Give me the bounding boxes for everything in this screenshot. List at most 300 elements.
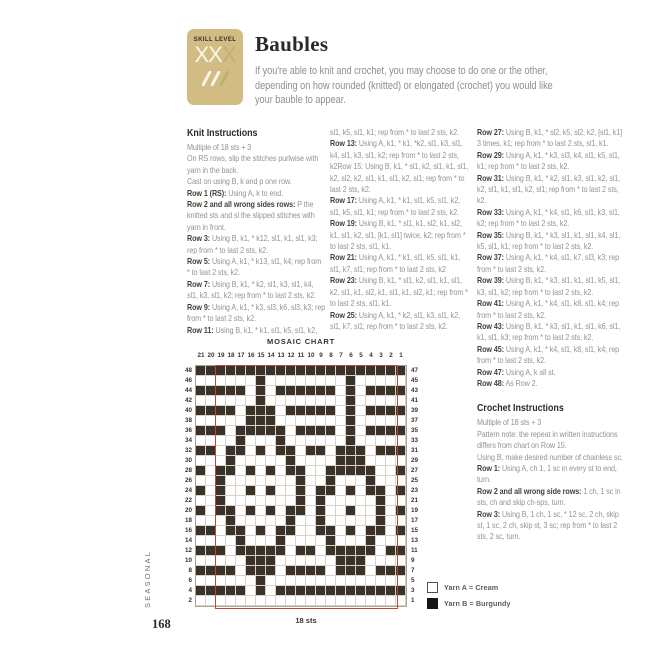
chart-cell xyxy=(236,396,246,406)
chart-cell xyxy=(206,576,216,586)
chart-cell xyxy=(396,576,406,586)
chart-cell xyxy=(196,566,206,576)
chart-cell xyxy=(386,576,396,586)
chart-cell xyxy=(286,396,296,406)
chart-cell xyxy=(236,596,246,606)
chart-cell xyxy=(336,376,346,386)
chart-cell xyxy=(366,586,376,596)
chart-cell xyxy=(326,526,336,536)
chart-cell xyxy=(316,416,326,426)
chart-row-number: 2 xyxy=(188,597,192,604)
chart-row xyxy=(196,466,406,476)
row-label: Row 3: xyxy=(477,508,501,519)
chart-row xyxy=(196,426,406,436)
chart-cell xyxy=(366,406,376,416)
chart-cell xyxy=(196,476,206,486)
chart-cell xyxy=(246,426,256,436)
skill-level-badge xyxy=(187,29,243,105)
chart-legend xyxy=(427,582,511,614)
chart-cell xyxy=(216,486,226,496)
chart-row-number: 13 xyxy=(411,537,419,544)
chart-column-number: 2 xyxy=(389,352,393,359)
yarn-a-swatch-icon xyxy=(427,582,438,593)
chart-cell xyxy=(226,516,236,526)
chart-cell xyxy=(276,416,286,426)
chart-cell xyxy=(226,436,236,446)
chart-cell xyxy=(356,526,366,536)
chart-cell xyxy=(366,566,376,576)
chart-cell xyxy=(266,406,276,416)
chart-cell xyxy=(236,586,246,596)
skill-level-label: SKILL LEVEL xyxy=(193,37,237,43)
chart-cell xyxy=(296,466,306,476)
chart-cell xyxy=(276,406,286,416)
chart-cell xyxy=(366,416,376,426)
chart-cell xyxy=(206,436,216,446)
chart-cell xyxy=(356,586,366,596)
chart-row xyxy=(196,476,406,486)
chart-column-number: 19 xyxy=(217,352,225,359)
chart-cell xyxy=(306,376,316,386)
chart-cell xyxy=(316,406,326,416)
chart-cell xyxy=(276,396,286,406)
chart-cell xyxy=(276,536,286,546)
knit-instructions-column-2 xyxy=(330,127,469,332)
chart-cell xyxy=(266,416,276,426)
chart-cell xyxy=(206,366,216,376)
chart-cell xyxy=(256,556,266,566)
chart-row-number: 23 xyxy=(411,487,419,494)
chart-cell xyxy=(236,366,246,376)
chart-cell xyxy=(196,506,206,516)
chart-cell xyxy=(256,506,266,516)
instruction-line: Row 37: Using A, k1, * k4, sl1, k7, sl3, k3; rep from * to last 2 sts, k2. xyxy=(477,252,620,274)
chart-cell xyxy=(276,506,286,516)
chart-cell xyxy=(256,446,266,456)
chart-column-number: 5 xyxy=(359,352,363,359)
row-label: Row 29: xyxy=(477,149,504,160)
chart-cell xyxy=(346,536,356,546)
chart-cell xyxy=(196,456,206,466)
chart-cell xyxy=(216,446,226,456)
chart-cell xyxy=(256,526,266,536)
chart-cell xyxy=(336,366,346,376)
chart-cell xyxy=(276,596,286,606)
chart-row-number: 7 xyxy=(411,567,415,574)
chart-row-number: 41 xyxy=(411,397,419,404)
chart-cell xyxy=(346,546,356,556)
chart-cell xyxy=(226,536,236,546)
chart-cell xyxy=(296,546,306,556)
chart-cell xyxy=(266,526,276,536)
instruction-line: Row 13: Using A, k1, * k1, *k2, sl1, k3, sl1, k4, sl1, k3, sl1, k2; rep from * to last 2 sts, k2Row 15: Using B, k1, * sl1, k2, sl1, k1, sl1, k2, sl2, k2, sl1, k1, sl1, k2, sl1; rep from * to last 2 sts, k2. xyxy=(330,138,469,195)
chart-cell xyxy=(316,596,326,606)
row-label: Row 17: xyxy=(330,195,357,206)
chart-cell xyxy=(336,576,346,586)
chart-cell xyxy=(286,566,296,576)
chart-cell xyxy=(206,386,216,396)
chart-cell xyxy=(266,366,276,376)
row-label: Row 11: xyxy=(187,324,214,335)
legend-row-yarn-a xyxy=(427,582,511,593)
chart-cell xyxy=(386,506,396,516)
chart-row-number: 29 xyxy=(411,457,419,464)
chart-cell xyxy=(246,546,256,556)
chart-cell xyxy=(316,366,326,376)
chart-cell xyxy=(356,476,366,486)
chart-cell xyxy=(306,436,316,446)
chart-cell xyxy=(206,506,216,516)
chart-column-number: 7 xyxy=(339,352,343,359)
chart-cell xyxy=(346,576,356,586)
chart-row-number: 22 xyxy=(184,497,192,504)
chart-cell xyxy=(236,566,246,576)
chart-row-number: 8 xyxy=(188,567,192,574)
chart-cell xyxy=(206,446,216,456)
chart-cell xyxy=(196,516,206,526)
instruction-line: Using B, make desired number of chainless sc. xyxy=(477,451,623,462)
chart-cell xyxy=(396,426,406,436)
instruction-line: Row 27: Using B, k1, * sl2, k5, sl2, k2, [sl1, k1] 3 times, k1; rep from * to last 2 sts, sl1, k1. xyxy=(477,127,623,149)
chart-cell xyxy=(386,546,396,556)
chart-row-number: 35 xyxy=(411,427,419,434)
chart-cell xyxy=(226,586,236,596)
chart-cell xyxy=(276,546,286,556)
chart-cell xyxy=(216,506,226,516)
chart-cell xyxy=(386,366,396,376)
chart-cell xyxy=(316,506,326,516)
chart-cell xyxy=(326,426,336,436)
chart-cell xyxy=(366,516,376,526)
row-label: Row 2 and all wrong side rows: xyxy=(477,485,582,496)
row-label: Row 21: xyxy=(330,252,357,263)
chart-cell xyxy=(296,386,306,396)
chart-cell xyxy=(296,426,306,436)
chart-row xyxy=(196,556,406,566)
chart-cell xyxy=(356,496,366,506)
chart-cell xyxy=(306,446,316,456)
chart-row xyxy=(196,416,406,426)
chart-cell xyxy=(316,486,326,496)
chart-cell xyxy=(376,566,386,576)
row-label: Row 45: xyxy=(477,343,504,354)
chart-cell xyxy=(376,586,386,596)
instruction-line: Row 29: Using A, k1, * k3, sl3, k4, sl1, k5, sl1, k1; rep from * to last 2 sts, k2. xyxy=(477,149,620,172)
chart-cell xyxy=(226,386,236,396)
chart-cell xyxy=(306,576,316,586)
chart-cell xyxy=(356,596,366,606)
chart-cell xyxy=(236,496,246,506)
chart-cell xyxy=(226,376,236,386)
chart-cell xyxy=(336,466,346,476)
chart-cell xyxy=(226,406,236,416)
chart-cell xyxy=(256,486,266,496)
chart-cell xyxy=(396,386,406,396)
chart-cell xyxy=(296,496,306,506)
chart-column-number: 10 xyxy=(307,352,315,359)
chart-cell xyxy=(206,406,216,416)
instruction-line: Row 45: Using A, k1, * k4, sl1, k8, sl1, k4; rep from * to last 2 sts, k2. xyxy=(477,343,620,366)
chart-row xyxy=(196,566,406,576)
chart-cell xyxy=(356,376,366,386)
chart-cell xyxy=(216,586,226,596)
chart-cell xyxy=(396,446,406,456)
chart-cell xyxy=(346,386,356,396)
chart-cell xyxy=(356,426,366,436)
chart-cell xyxy=(346,436,356,446)
chart-row xyxy=(196,456,406,466)
chart-cell xyxy=(366,426,376,436)
chart-cell xyxy=(346,516,356,526)
chart-row-number: 21 xyxy=(411,497,419,504)
chart-cell xyxy=(226,566,236,576)
chart-left-row-numbers xyxy=(170,366,192,606)
chart-cell xyxy=(266,386,276,396)
chart-cell xyxy=(256,456,266,466)
instruction-line: Row 41: Using A, k1, * k4, sl1, k8, sl1, k4; rep from * to last 2 sts, k2. xyxy=(477,298,620,320)
chart-cell xyxy=(246,436,256,446)
chart-cell xyxy=(336,456,346,466)
chart-cell xyxy=(276,476,286,486)
chart-cell xyxy=(206,526,216,536)
chart-cell xyxy=(266,516,276,526)
chart-cell xyxy=(306,596,316,606)
chart-cell xyxy=(206,476,216,486)
chart-cell xyxy=(366,456,376,466)
chart-column-number: 15 xyxy=(257,352,265,359)
chart-cell xyxy=(256,496,266,506)
chart-row-number: 15 xyxy=(411,527,419,534)
chart-cell xyxy=(196,586,206,596)
chart-cell xyxy=(326,366,336,376)
chart-column-number: 9 xyxy=(319,352,323,359)
repeat-width-label: 18 sts xyxy=(295,616,317,625)
chart-cell xyxy=(276,526,286,536)
chart-cell xyxy=(246,446,256,456)
row-label: Row 37: xyxy=(477,252,504,263)
chart-cell xyxy=(376,476,386,486)
chart-cell xyxy=(346,566,356,576)
chart-cell xyxy=(256,396,266,406)
chart-cell xyxy=(266,536,276,546)
chart-cell xyxy=(386,446,396,456)
chart-row xyxy=(196,546,406,556)
chart-cell xyxy=(246,536,256,546)
chart-row-number: 18 xyxy=(184,517,192,524)
chart-cell xyxy=(326,486,336,496)
instruction-line: Cast on using B, k and p one row. xyxy=(187,176,292,187)
chart-cell xyxy=(196,396,206,406)
instruction-line: Row 2 and all wrong side rows: 1 ch, 1 sc in sts, ch and skip ch-sps, turn. xyxy=(477,485,621,508)
chart-cell xyxy=(296,406,306,416)
chart-cell xyxy=(326,536,336,546)
row-label: Row 1: xyxy=(477,462,501,473)
chart-cell xyxy=(316,556,326,566)
chart-cell xyxy=(366,506,376,516)
chart-row xyxy=(196,516,406,526)
chart-cell xyxy=(216,576,226,586)
chart-row-number: 3 xyxy=(411,587,415,594)
row-label: Row 25: xyxy=(330,309,357,320)
chart-cell xyxy=(196,386,206,396)
chart-cell xyxy=(246,406,256,416)
row-label: Row 7: xyxy=(187,278,211,289)
chart-row-number: 34 xyxy=(184,437,192,444)
chart-cell xyxy=(316,586,326,596)
instruction-line: Row 25: Using A, k1, * k2, sl1, k3, sl1, k2, sl1, k7, sl1; rep from * to last 2 sts, k2. xyxy=(330,309,461,331)
chart-cell xyxy=(316,446,326,456)
chart-cell xyxy=(216,546,226,556)
crochet-instructions-list xyxy=(477,417,623,542)
chart-cell xyxy=(236,546,246,556)
chart-cell xyxy=(366,496,376,506)
chart-cell xyxy=(246,386,256,396)
chart-cell xyxy=(216,596,226,606)
row-label: Row 19: xyxy=(330,218,357,229)
chart-cell xyxy=(366,576,376,586)
chart-cell xyxy=(216,426,226,436)
chart-cell xyxy=(296,456,306,466)
chart-cell xyxy=(336,586,346,596)
chart-cell xyxy=(326,566,336,576)
row-label: Row 41: xyxy=(477,298,504,309)
chart-cell xyxy=(296,396,306,406)
chart-cell xyxy=(206,516,216,526)
chart-cell xyxy=(326,576,336,586)
chart-row-number: 25 xyxy=(411,477,419,484)
chart-cell xyxy=(286,586,296,596)
mosaic-grid xyxy=(195,365,407,607)
chart-cell xyxy=(306,406,316,416)
chart-cell xyxy=(306,466,316,476)
chart-cell xyxy=(356,546,366,556)
chart-cell xyxy=(306,526,316,536)
chart-row xyxy=(196,586,406,596)
chart-column-numbers xyxy=(196,352,406,359)
chart-cell xyxy=(246,476,256,486)
chart-cell xyxy=(206,456,216,466)
chart-cell xyxy=(266,436,276,446)
row-label: Row 39: xyxy=(477,275,504,286)
chart-cell xyxy=(386,386,396,396)
chart-column-number: 18 xyxy=(227,352,235,359)
chart-cell xyxy=(306,386,316,396)
chart-row-number: 5 xyxy=(411,577,415,584)
chart-cell xyxy=(396,456,406,466)
chart-cell xyxy=(196,526,206,536)
chart-cell xyxy=(206,466,216,476)
instruction-line: Row 19: Using B, k1, * sl1, k1, sl2, k1, sl2, k1, sl1, k2, sl1, [k1, sl1] twice, k2; rep from * to last 2 sts, sl1, k1. xyxy=(330,218,466,252)
yarn-a-label: Yarn A = Cream xyxy=(444,583,499,592)
chart-cell xyxy=(346,446,356,456)
chart-column-number: 17 xyxy=(237,352,245,359)
chart-cell xyxy=(356,436,366,446)
chart-cell xyxy=(276,566,286,576)
chart-cell xyxy=(386,396,396,406)
chart-cell xyxy=(296,486,306,496)
chart-cell xyxy=(306,486,316,496)
chart-cell xyxy=(246,526,256,536)
skill-level-slash-icons xyxy=(187,70,243,87)
instruction-line: On RS rows, slip the stitches purlwise with yarn in the back. xyxy=(187,153,319,175)
chart-cell xyxy=(356,386,366,396)
chart-cell xyxy=(356,536,366,546)
chart-cell xyxy=(286,546,296,556)
chart-cell xyxy=(316,546,326,556)
chart-cell xyxy=(216,536,226,546)
chart-cell xyxy=(356,406,366,416)
chart-cell xyxy=(386,466,396,476)
chart-cell xyxy=(366,366,376,376)
chart-cell xyxy=(216,376,226,386)
row-label: Row 43: xyxy=(477,320,504,331)
row-label: Row 9: xyxy=(187,301,211,312)
chart-cell xyxy=(246,596,256,606)
chart-cell xyxy=(376,406,386,416)
chart-cell xyxy=(256,586,266,596)
chart-row-number: 44 xyxy=(184,387,192,394)
chart-cell xyxy=(346,506,356,516)
chart-cell xyxy=(266,476,276,486)
chart-row xyxy=(196,536,406,546)
chart-row xyxy=(196,486,406,496)
chart-cell xyxy=(226,396,236,406)
chart-cell xyxy=(356,486,366,496)
row-label: Row 23: xyxy=(330,275,357,286)
chart-cell xyxy=(236,506,246,516)
chart-cell xyxy=(196,446,206,456)
chart-row-number: 20 xyxy=(184,507,192,514)
chart-column-number: 12 xyxy=(287,352,295,359)
chart-cell xyxy=(336,486,346,496)
chart-cell xyxy=(386,526,396,536)
chart-cell xyxy=(256,436,266,446)
yarn-b-label: Yarn B = Burgundy xyxy=(444,599,511,608)
chart-cell xyxy=(236,536,246,546)
chart-cell xyxy=(316,426,326,436)
chart-cell xyxy=(296,556,306,566)
chart-column-number: 1 xyxy=(399,352,403,359)
chart-cell xyxy=(316,526,326,536)
chart-cell xyxy=(296,526,306,536)
chart-cell xyxy=(206,486,216,496)
chart-right-row-numbers xyxy=(411,366,433,606)
chart-cell xyxy=(256,476,266,486)
chart-cell xyxy=(236,556,246,566)
chart-cell xyxy=(286,426,296,436)
chart-cell xyxy=(296,516,306,526)
chart-cell xyxy=(206,536,216,546)
chart-cell xyxy=(266,486,276,496)
chart-row-number: 42 xyxy=(184,397,192,404)
chart-cell xyxy=(266,456,276,466)
knit-instructions-list-2 xyxy=(330,127,469,332)
chart-row-number: 38 xyxy=(184,417,192,424)
chart-cell xyxy=(376,526,386,536)
chart-column-number: 20 xyxy=(207,352,215,359)
chart-cell xyxy=(316,456,326,466)
chart-cell xyxy=(326,466,336,476)
chart-cell xyxy=(366,556,376,566)
chart-cell xyxy=(286,436,296,446)
chart-cell xyxy=(386,486,396,496)
chart-cell xyxy=(386,376,396,386)
chart-cell xyxy=(296,536,306,546)
chart-cell xyxy=(316,476,326,486)
chart-cell xyxy=(246,566,256,576)
chart-cell xyxy=(296,416,306,426)
chart-cell xyxy=(326,476,336,486)
